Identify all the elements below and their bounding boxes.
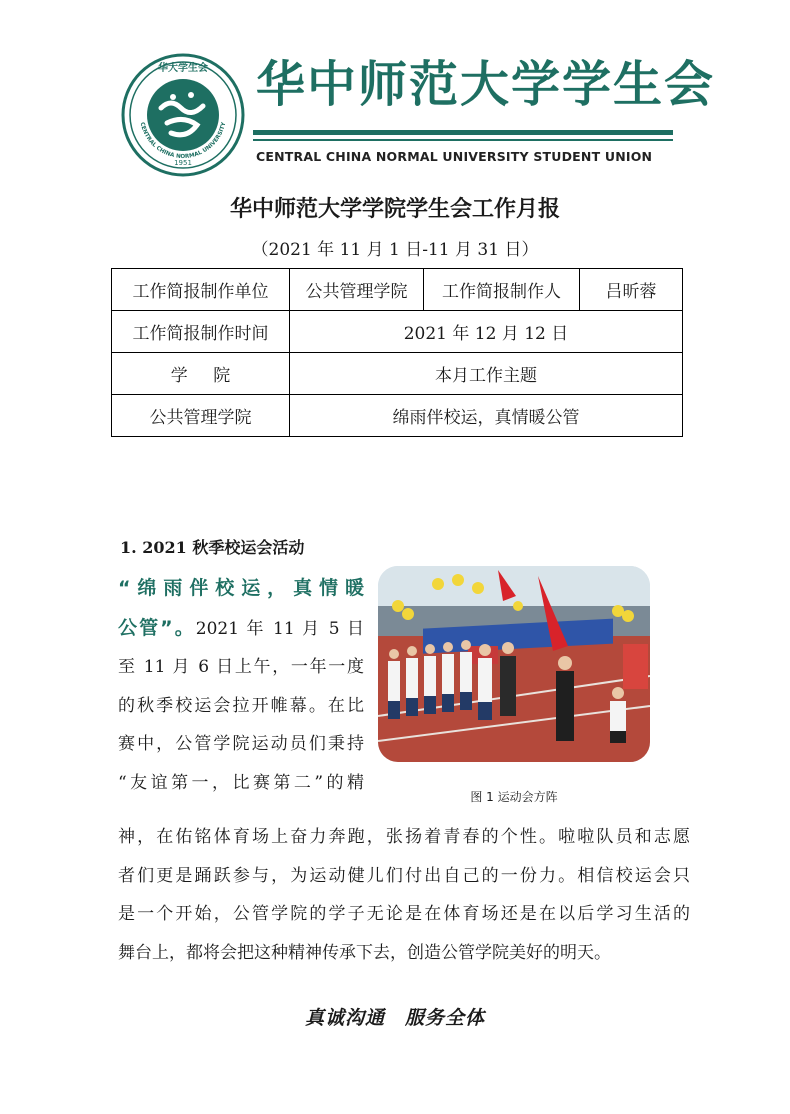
report-period: （2021 年 11 月 1 日-11 月 31 日）: [251, 240, 539, 260]
time-label: 工作简报制作时间: [112, 311, 290, 353]
photo-caption: 图 1 运动会方阵: [470, 790, 558, 804]
header-rule: [253, 130, 673, 135]
intro-line: 的秋季校运会拉开帷幕。在比: [118, 695, 364, 716]
body-line: 舞台上，都将会把这种精神传承下去，创造公管学院美好的明天。: [118, 942, 611, 963]
body-line: 神，在佑铭体育场上奋力奔跑，张扬着青春的个性。啦啦队员和志愿: [118, 827, 690, 847]
logo-year: 1951: [174, 159, 192, 167]
maker-label: 工作简报制作人: [424, 269, 580, 311]
report-title: 华中师范大学学院学生会工作月报: [229, 197, 560, 222]
body-line: 者们更是踊跃参与，为运动健儿们付出自己的一份力。相信校运会只: [118, 865, 690, 886]
header-rule-thin: [253, 139, 673, 141]
report-info-table: [111, 268, 683, 437]
body-line: 是一个开始，公管学院的学子无论是在体育场还是在以后学习生活的: [118, 904, 690, 924]
intro-line: [118, 609, 364, 649]
university-logo: [121, 53, 245, 177]
highlight-text: 公管”。: [118, 616, 196, 639]
table-row: [112, 395, 683, 437]
unit-value: 公共管理学院: [290, 269, 424, 311]
section-heading: 1. 2021 秋季校运会活动: [120, 538, 305, 557]
theme-value: 绵雨伴校运，真情暖公管: [290, 395, 683, 437]
unit-label: 工作简报制作单位: [112, 269, 290, 311]
highlight-text: “绵雨伴校运，真情暖: [118, 577, 364, 599]
table-row: [112, 269, 683, 311]
intro-line: 赛中，公管学院运动员们秉持: [118, 734, 364, 754]
college-header: 学 院: [112, 353, 290, 395]
org-name: 华中师范大学学生会: [256, 56, 716, 113]
body-paragraph: [118, 818, 690, 972]
college-value: 公共管理学院: [112, 395, 290, 437]
time-value: 2021 年 12 月 12 日: [290, 311, 683, 353]
org-name-english: CENTRAL CHINA NORMAL UNIVERSITY STUDENT UNION: [256, 149, 653, 164]
intro-text: 2021 年 11 月 5 日: [195, 618, 364, 639]
table-row: [112, 353, 683, 395]
intro-line: “友谊第一，比赛第二”的精: [118, 772, 364, 793]
intro-line: [118, 569, 364, 609]
slogan: 真诚沟通 服务全体: [304, 1007, 485, 1029]
intro-line: 至 11 月 6 日上午，一年一度: [118, 657, 364, 677]
table-row: [112, 311, 683, 353]
sports-meet-photo: [378, 566, 650, 762]
logo-ring-text: CENTRAL CHINA NORMAL UNIVERSITY: [138, 121, 228, 161]
intro-paragraph: [118, 569, 364, 802]
logo-seal-chars: 华大学生会: [158, 63, 208, 74]
maker-value: 吕昕蓉: [580, 269, 683, 311]
theme-header: 本月工作主题: [290, 353, 683, 395]
